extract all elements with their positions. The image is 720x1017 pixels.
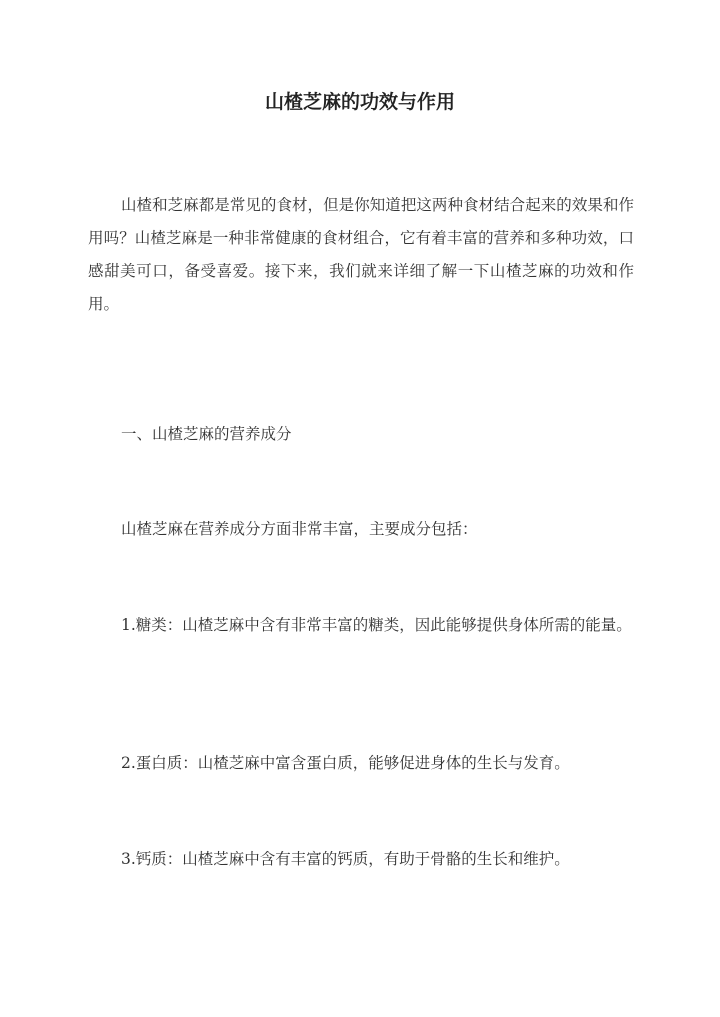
document-title: 山楂芝麻的功效与作用 bbox=[264, 91, 455, 113]
section-lead-paragraph: 山楂芝麻在营养成分方面非常丰富，主要成分包括： bbox=[121, 520, 478, 538]
intro-paragraph: 山楂和芝麻都是常见的食材，但是你知道把这两种食材结合起来的效果和作用吗？山楂芝麻是一种非常健康的食材组合，它有着丰富的营养和多种功效，口感甜美可口，备受喜爱。接下来，我们就来详细了解一下山楂芝麻的功效和作用。 bbox=[88, 196, 634, 313]
list-item-protein: 2.蛋白质：山楂芝麻中富含蛋白质，能够促进身体的生长与发育。 bbox=[121, 754, 570, 772]
section-heading: 一、山楂芝麻的营养成分 bbox=[121, 425, 292, 443]
list-item-calcium: 3.钙质：山楂芝麻中含有丰富的钙质，有助于骨骼的生长和维护。 bbox=[121, 850, 570, 868]
list-item-sugar: 1.糖类：山楂芝麻中含有非常丰富的糖类，因此能够提供身体所需的能量。 bbox=[121, 616, 632, 634]
